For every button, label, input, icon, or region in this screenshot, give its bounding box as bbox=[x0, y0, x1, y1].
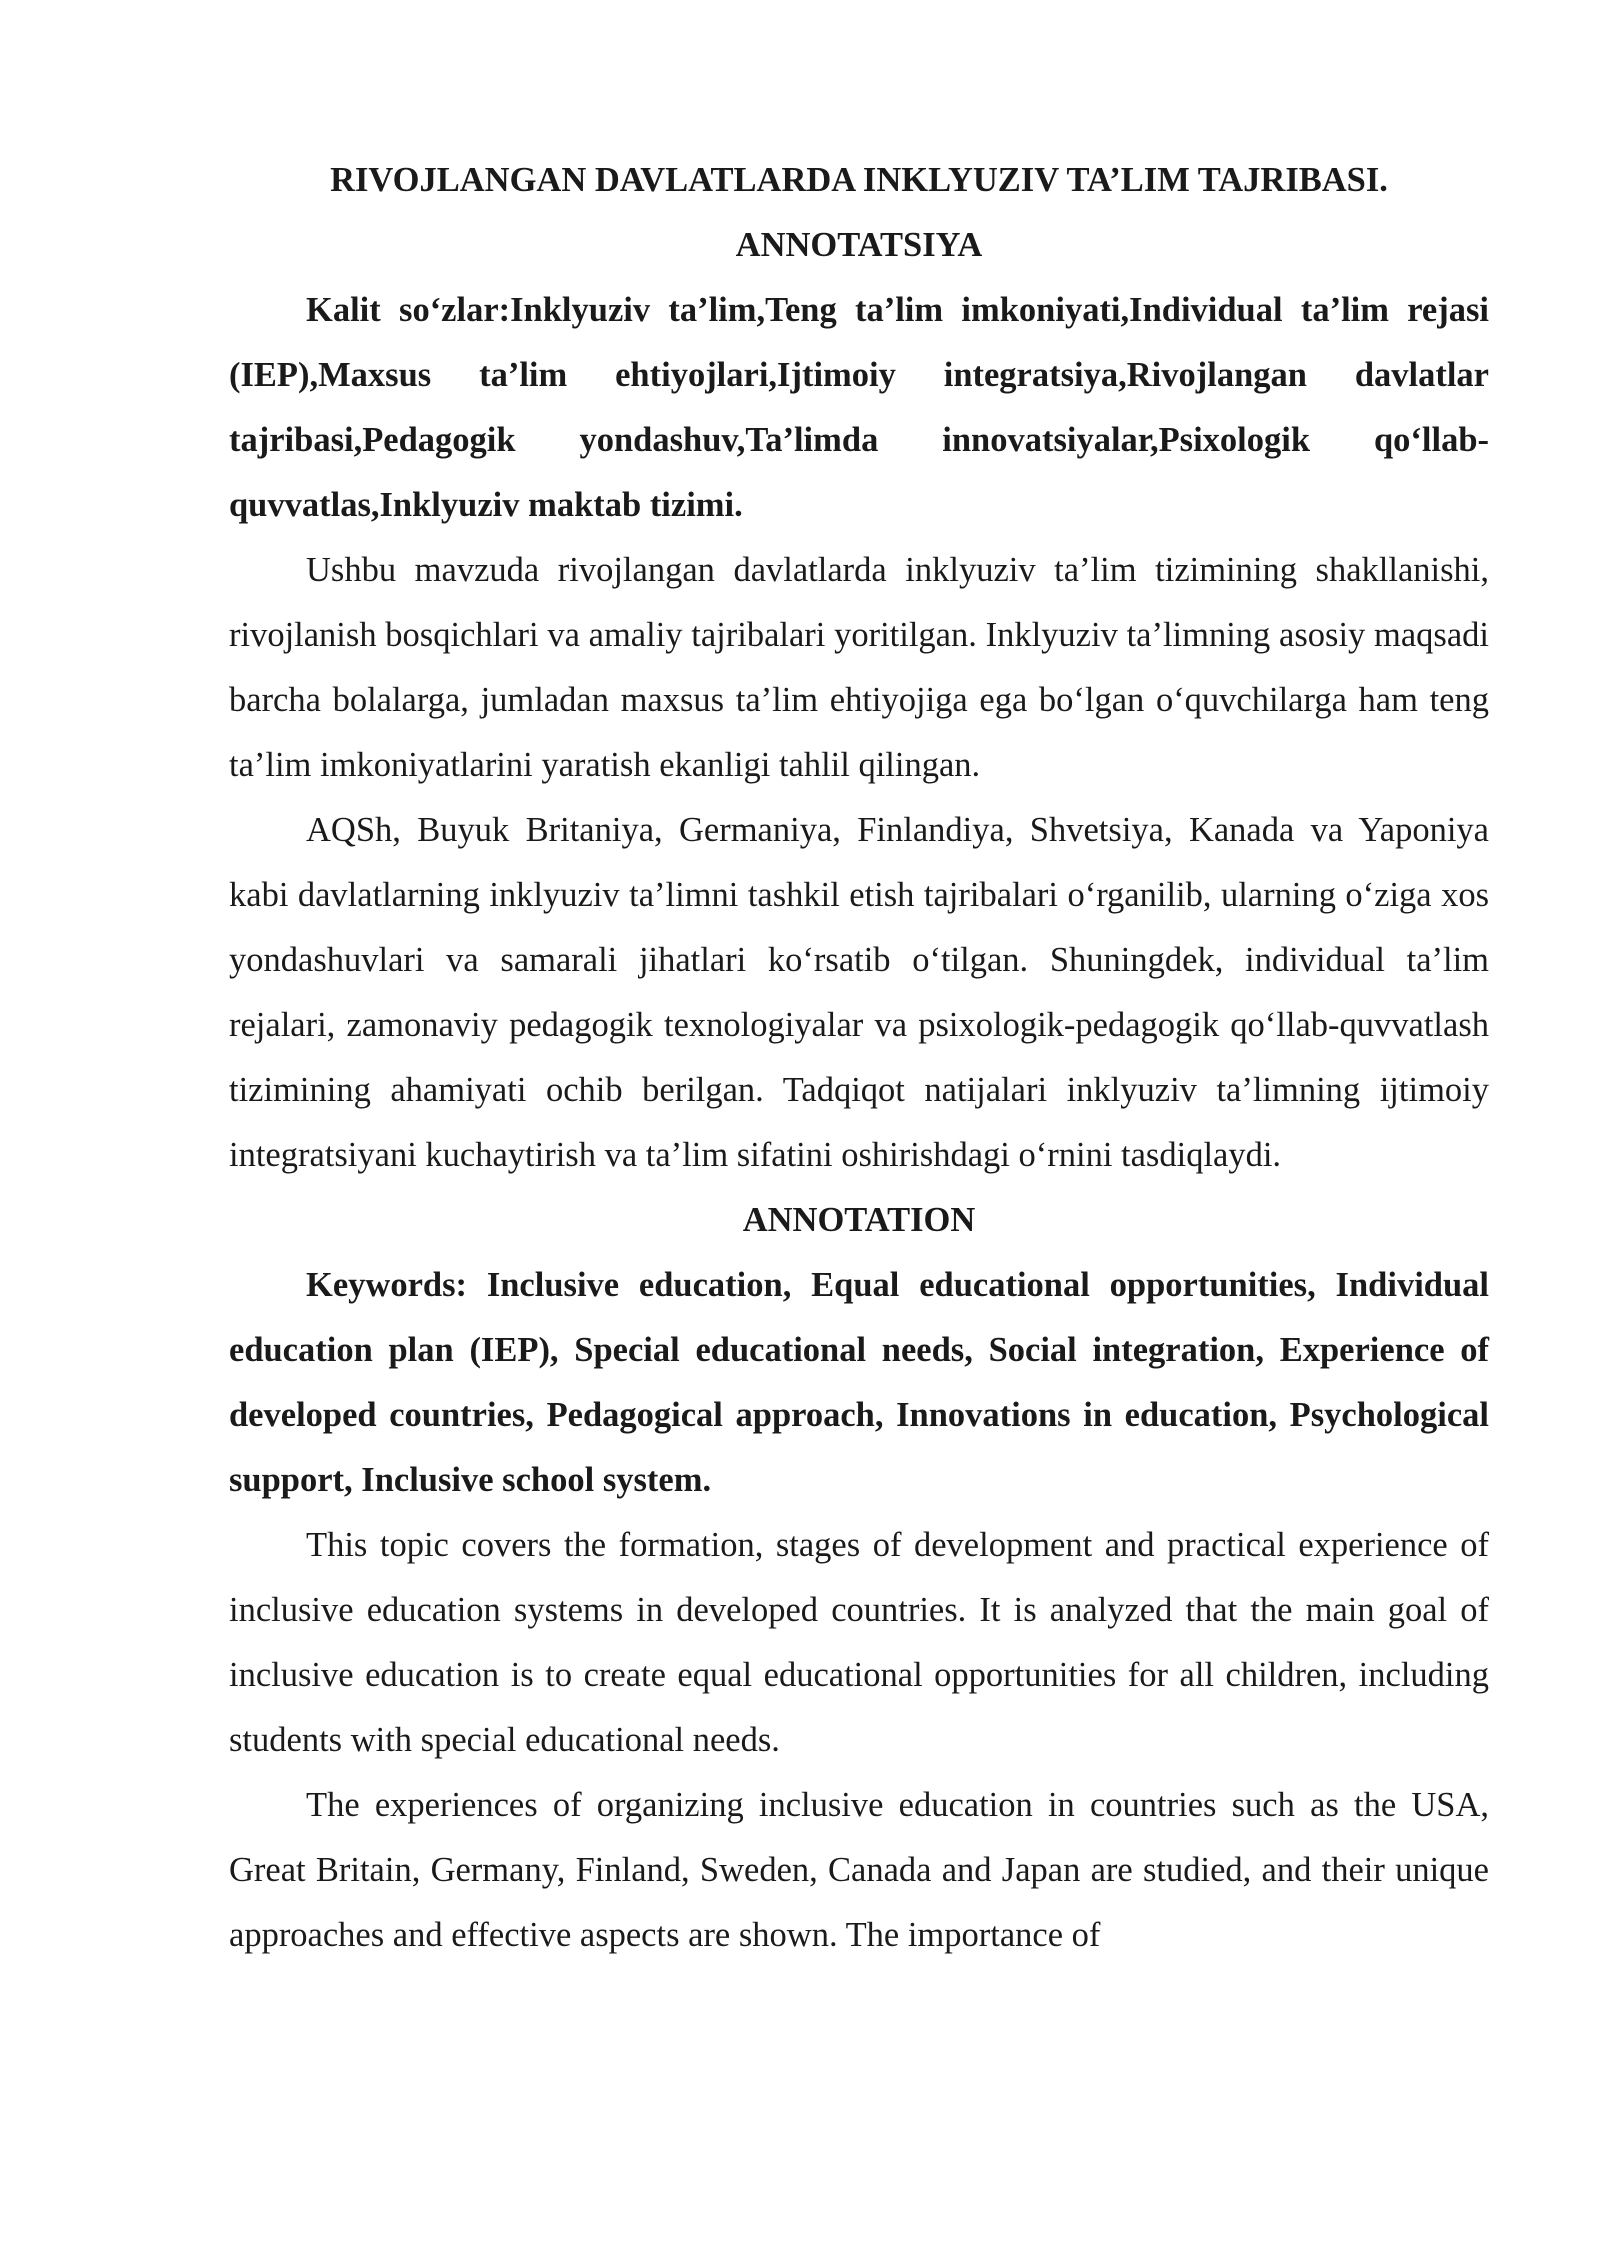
uzbek-annotation-heading: ANNOTATSIYA bbox=[735, 226, 983, 264]
document-title: RIVOJLANGAN DAVLATLARDA INKLYUZIV TA’LIM TAJRIBASI. bbox=[330, 161, 1388, 199]
uzbek-paragraph-1: Ushbu mavzuda rivojlangan davlatlarda inklyuziv ta’lim tizimining shakllanishi, rivojlanish bosqichlari va amaliy tajribalari yoritilgan. Inklyuziv ta’limning asosiy maqsadi barcha bolalarga, jumladan maxsus ta’lim ehtiyojiga ega bo‘lgan o‘quvchilarga ham teng ta’lim imkoniyatlarini yaratish ekanligi tahlil qilingan. bbox=[229, 551, 1489, 784]
uzbek-paragraph-2: AQSh, Buyuk Britaniya, Germaniya, Finlandiya, Shvetsiya, Kanada va Yaponiya kabi davlatlarning inklyuziv ta’limni tashkil etish tajribalari o‘rganilib, ularning o‘ziga xos yondashuvlari va samarali jihatlari ko‘rsatib o‘tilgan. Shuningdek, individual ta’lim rejalari, zamonaviy pedagogik texnologiyalar va psixologik-pedagogik qo‘llab-quvvatlash tizimining ahamiyati ochib berilgan. Tadqiqot natijalari inklyuziv ta’limning ijtimoiy integratsiyani kuchaytirish va ta’lim sifatini oshirishdagi o‘rnini tasdiqlaydi. bbox=[229, 811, 1489, 1174]
english-annotation-heading: ANNOTATION bbox=[742, 1201, 976, 1239]
english-keywords: Keywords: Inclusive education, Equal educational opportunities, Individual education plan (IEP), Special educational needs, Social integration, Experience of developed countries, Pedagogical approach, Innovations in education, Psychological support, Inclusive school system. bbox=[229, 1266, 1489, 1499]
english-paragraph-2: The experiences of organizing inclusive education in countries such as the USA, Great Britain, Germany, Finland, Sweden, Canada and Japan are studied, and their unique approaches and effective aspects are shown. The importance of bbox=[229, 1786, 1489, 1954]
english-paragraph-1: This topic covers the formation, stages of development and practical experience of inclusive education systems in developed countries. It is analyzed that the main goal of inclusive education is to create equal educational opportunities for all children, including students with special educational needs. bbox=[229, 1526, 1489, 1759]
uzbek-keywords: Kalit so‘zlar:Inklyuziv ta’lim,Teng ta’lim imkoniyati,Individual ta’lim rejasi (IEP),Maxsus ta’lim ehtiyojlari,Ijtimoiy integratsiya,Rivojlangan davlatlar tajribasi,Pedagogik yondashuv,Ta’limda innovatsiyalar,Psixologik qo‘llab-quvvatlas,Inklyuziv maktab tizimi. bbox=[229, 291, 1489, 524]
document-page bbox=[229, 148, 1489, 1968]
